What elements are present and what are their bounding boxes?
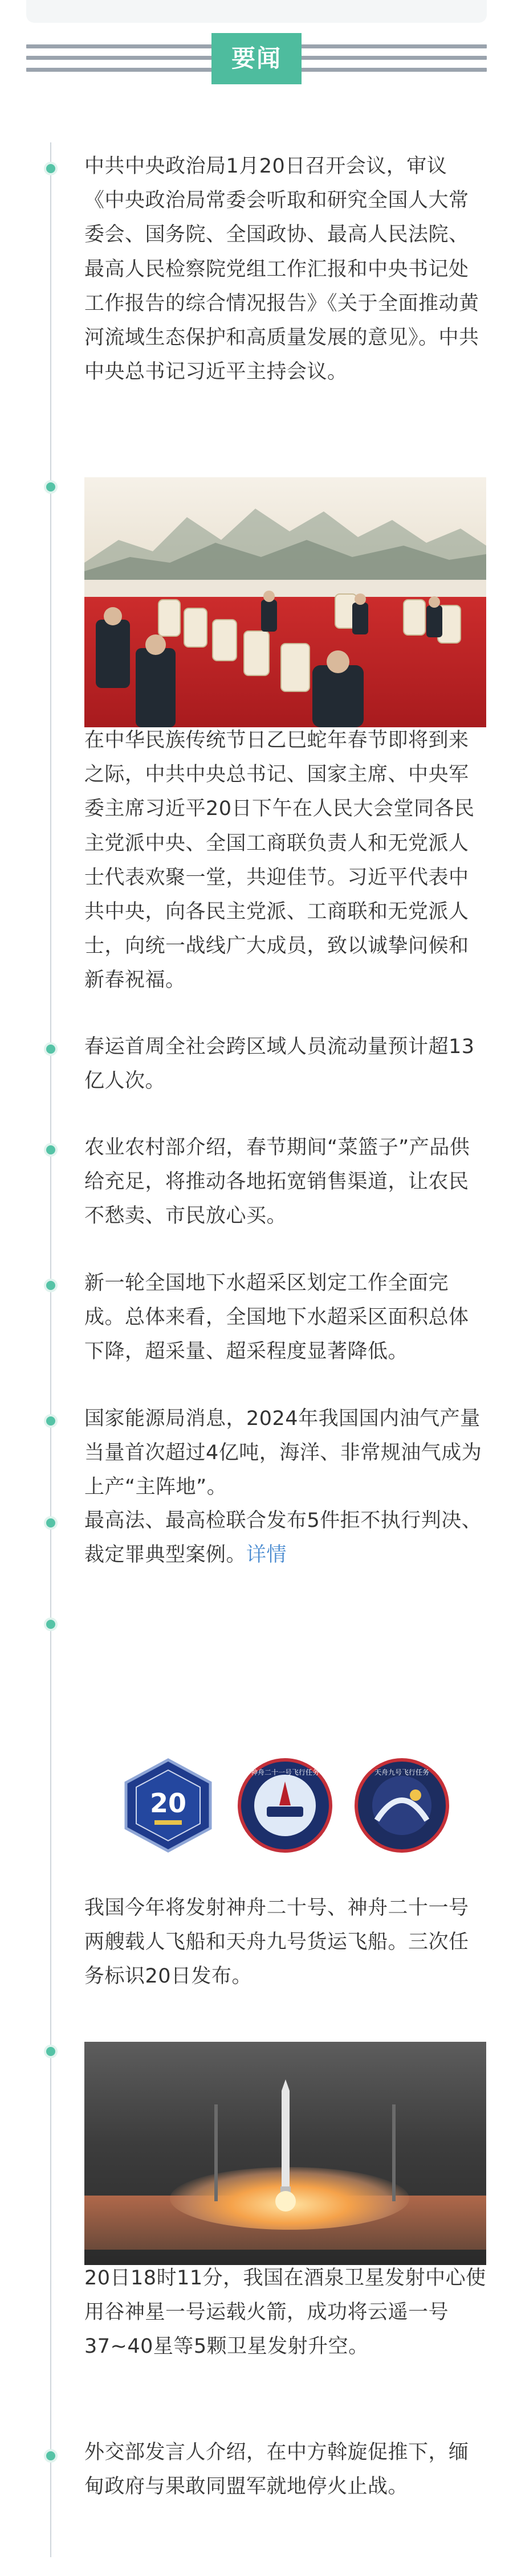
news-item	[84, 1504, 486, 1572]
top-card	[26, 0, 487, 23]
news-item-text: 最高法、最高检联合发布5件拒不执行判决、裁定罪典型案例。	[84, 1509, 482, 1567]
timeline-dot	[44, 1617, 58, 1631]
timeline-dot	[44, 2045, 58, 2058]
timeline-dot	[44, 1516, 58, 1530]
news-item: 在中华民族传统节日乙巳蛇年春节即将到来之际，中共中央总书记、国家主席、中央军委主席习近平20日下午在人民大会堂同各民主党派中央、全国工商联负责人和无党派人士代表欢聚一堂，共迎佳节。习近平代表中共中央，向各民主党派、工商联和无党派人士，向统一战线广大成员，致以诚挚问候和新春祝福。	[84, 729, 475, 992]
section-title: 要闻	[211, 33, 302, 84]
news-item: 新一轮全国地下水超采区划定工作全面完成。总体来看，全国地下水超采区面积总体下降，超采量、超采程度显著降低。	[84, 1272, 469, 1363]
tianzhou-9-label: 天舟九号飞行任务	[374, 1768, 430, 1776]
section-header	[26, 33, 487, 84]
news-item: 外交部发言人介绍，在中方斡旋促推下，缅甸政府与果敢同盟军就地停火止战。	[84, 2441, 469, 2499]
shenzhou-20-emblem	[120, 1758, 216, 1853]
rocket	[84, 2042, 486, 2265]
timeline-dot	[44, 2449, 58, 2463]
news-item: 我国今年将发射神舟二十号、神舟二十一号两艘载人飞船和天舟九号货运飞船。三次任务标识20日发布。	[84, 1897, 469, 1988]
tianzhou-9-emblem	[354, 1758, 450, 1853]
news-item: 春运首周全社会跨区域人员流动量预计超13亿人次。	[84, 1035, 475, 1093]
meeting-photo	[84, 477, 486, 727]
news-item: 国家能源局消息，2024年我国国内油气产量当量首次超过4亿吨，海洋、非常规油气成为上产“主阵地”。	[84, 1407, 482, 1499]
news-item: 中共中央政治局1月20日召开会议，审议《中央政治局常委会听取和研究全国人大常委会、国务院、全国政协、最高人民法院、最高人民检察院党组工作汇报和中央书记处工作报告的综合情况报告》《关于全面推动黄河流域生态保护和高质量发展的意见》。中共中央总书记习近平主持会议。	[84, 155, 479, 384]
timeline-dot	[44, 1042, 58, 1056]
timeline-line	[50, 142, 51, 2557]
timeline-dot	[44, 480, 58, 494]
timeline-dot	[44, 162, 58, 175]
details-link[interactable]: 详情	[246, 1543, 287, 1567]
news-item: 20日18时11分，我国在酒泉卫星发射中心使用谷神星一号运载火箭，成功将云遥一号37~40星等5颗卫星发射升空。	[84, 2267, 486, 2358]
timeline-dot	[44, 1279, 58, 1292]
shenzhou-20-number: 20	[149, 1788, 187, 1819]
rocket-launch-photo	[84, 2042, 486, 2265]
timeline-dot	[44, 1143, 58, 1157]
shenzhou-21-emblem	[237, 1758, 333, 1853]
meeting-people	[84, 477, 486, 727]
timeline-dot	[44, 1414, 58, 1428]
news-item: 农业农村部介绍，春节期间“菜篮子”产品供给充足，将推动各地拓宽销售渠道，让农民不愁卖、市民放心买。	[84, 1136, 470, 1228]
shenzhou-21-label: 神舟二十一号飞行任务	[250, 1768, 320, 1776]
